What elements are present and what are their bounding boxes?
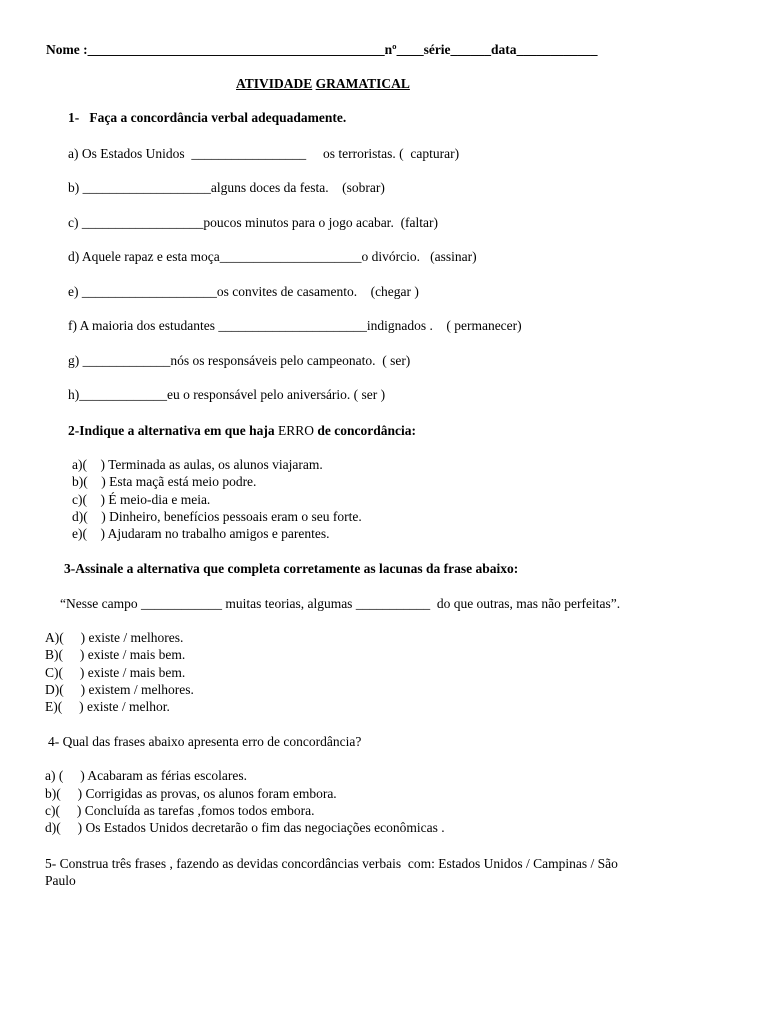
- q4-option-a: a) ( ) Acabaram as férias escolares.: [45, 768, 248, 783]
- q2-option-b: b)( ) Esta maçã está meio podre.: [72, 474, 257, 489]
- title-word-2: GRAMATICAL: [315, 76, 410, 91]
- page-title: [236, 75, 410, 92]
- q2-heading-prefix: 2-Indique a alternativa em que haja: [68, 423, 275, 438]
- q2-heading-suffix: de concordância:: [317, 423, 417, 438]
- q4-option-d: d)( ) Os Estados Unidos decretarão o fim das negociações econômicas .: [45, 820, 445, 835]
- q3-option-d: D)( ) existem / melhores.: [45, 682, 194, 697]
- q1-item-h: h)_____________eu o responsável pelo aniversário. ( ser ): [68, 387, 386, 402]
- q1-item-f: f) A maioria dos estudantes ______________________indignados . ( permanecer): [68, 318, 522, 333]
- q3-option-a: A)( ) existe / melhores.: [45, 630, 184, 645]
- q2-option-e: e)( ) Ajudaram no trabalho amigos e parentes.: [72, 526, 330, 541]
- q1-item-c: c) __________________poucos minutos para o jogo acabar. (faltar): [68, 215, 439, 230]
- q2-heading: [68, 422, 416, 439]
- q2-heading-erro: ERRO: [278, 423, 315, 438]
- q5-line-1: 5- Construa três frases , fazendo as devidas concordâncias verbais com: Estados Unidos / Campinas / São: [45, 856, 618, 871]
- q3-heading: 3-Assinale a alternativa que completa corretamente as lacunas da frase abaixo:: [64, 561, 519, 576]
- q2-option-d: d)( ) Dinheiro, benefícios pessoais eram o seu forte.: [72, 509, 362, 524]
- q1-item-g: g) _____________nós os responsáveis pelo campeonato. ( ser): [68, 353, 411, 368]
- q4-option-c: c)( ) Concluída as tarefas ,fomos todos embora.: [45, 803, 315, 818]
- q2-option-c: c)( ) É meio-dia e meia.: [72, 492, 211, 507]
- q3-option-e: E)( ) existe / melhor.: [45, 699, 170, 714]
- q3-option-b: B)( ) existe / mais bem.: [45, 647, 186, 662]
- q2-option-a: a)( ) Terminada as aulas, os alunos viajaram.: [72, 457, 323, 472]
- q4-option-b: b)( ) Corrigidas as provas, os alunos foram embora.: [45, 786, 337, 801]
- q1-item-d: d) Aquele rapaz e esta moça_____________________o divórcio. (assinar): [68, 249, 477, 264]
- title-word-1: ATIVIDADE: [236, 76, 313, 91]
- q1-item-b: b) ___________________alguns doces da festa. (sobrar): [68, 180, 385, 195]
- q1-item-a: a) Os Estados Unidos _________________ os terroristas. ( capturar): [68, 146, 460, 161]
- student-info-line: Nome :____________________________________________nº____série______data____________: [46, 42, 598, 57]
- q1-heading: 1- Faça a concordância verbal adequadamente.: [68, 110, 347, 125]
- q5-line-2: Paulo: [45, 873, 76, 888]
- q4-heading: 4- Qual das frases abaixo apresenta erro de concordância?: [48, 734, 362, 749]
- q3-option-c: C)( ) existe / mais bem.: [45, 665, 186, 680]
- q3-sentence: “Nesse campo ____________ muitas teorias, algumas ___________ do que outras, mas não perfeitas”.: [60, 596, 621, 611]
- q1-item-e: e) ____________________os convites de casamento. (chegar ): [68, 284, 419, 299]
